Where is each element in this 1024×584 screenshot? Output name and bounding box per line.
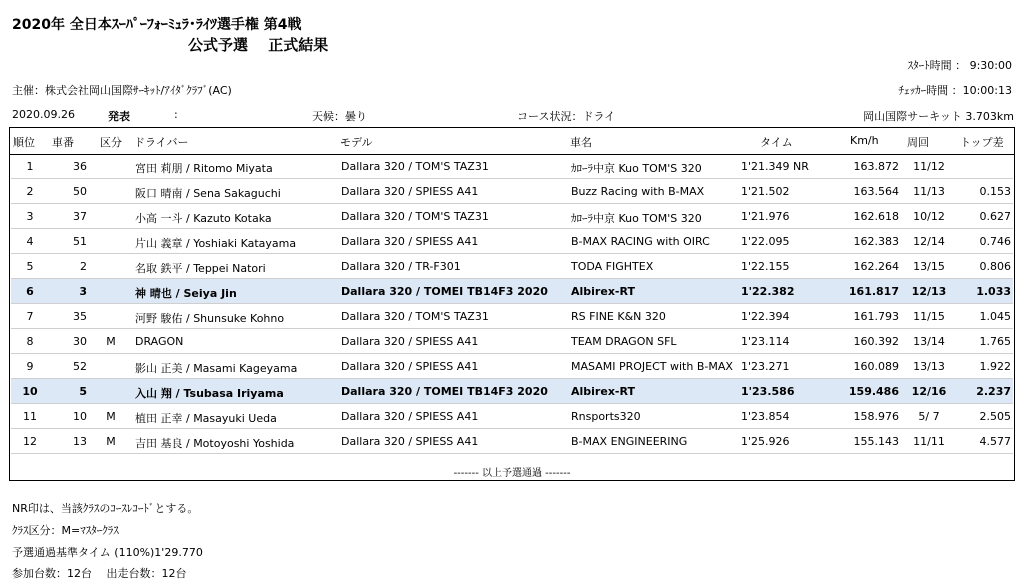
table-row [11, 179, 1013, 204]
cell-time: 1'23.854 [741, 410, 790, 423]
cell-driver: 河野 駿佑 / Shunsuke Kohno [135, 312, 285, 325]
cell-time: 1'22.095 [741, 235, 790, 248]
cell-car: Albirex-RT [571, 285, 635, 298]
cell-pos: 11 [23, 410, 37, 423]
cell-cls: M [106, 335, 116, 348]
cell-driver: 入山 翔 / Tsubasa Iriyama [135, 387, 284, 400]
cell-gap: 0.746 [979, 235, 1011, 248]
table-row [11, 254, 1013, 279]
cell-laps: 11/15 [913, 310, 945, 323]
cell-no: 30 [73, 335, 87, 348]
weather: 天候：曇り [312, 110, 367, 123]
meta-row [12, 108, 1014, 124]
cell-driver: 宮田 莉朋 / Ritomo Miyata [135, 162, 273, 175]
table-row [11, 404, 1013, 429]
cell-gap: 0.153 [979, 185, 1011, 198]
cell-pos: 12 [23, 435, 37, 448]
course-condition: コース状況：ドライ [517, 110, 616, 123]
cell-model: Dallara 320 / SPIESS A41 [341, 185, 479, 198]
table-row [11, 329, 1013, 354]
cell-laps: 13/14 [913, 335, 945, 348]
announce-label: 発表 [108, 110, 130, 123]
cell-time: 1'23.271 [741, 360, 790, 373]
cell-kmh: 163.564 [853, 185, 899, 198]
organizer: 主催：株式会社岡山国際ｻｰｷｯﾄ/ｱｲﾀﾞｸﾗﾌﾞ(AC) [12, 84, 232, 97]
cell-laps: 13/15 [913, 260, 945, 273]
cell-pos: 9 [26, 360, 34, 373]
circuit: 岡山国際サーキット 3.703km [863, 110, 1014, 123]
table-row [11, 204, 1013, 229]
event-title: 2020年 全日本ｽｰﾊﾟｰﾌｫｰﾐｭﾗ･ﾗｲﾂ選手権 第4戦 [12, 17, 302, 33]
cell-car: TODA FIGHTEX [571, 260, 654, 273]
cell-model: Dallara 320 / TOM'S TAZ31 [341, 210, 489, 223]
cell-driver: 小高 一斗 / Kazuto Kotaka [135, 212, 272, 225]
cell-kmh: 160.089 [853, 360, 899, 373]
cell-laps: 12/14 [913, 235, 945, 248]
cell-no: 2 [80, 260, 87, 273]
cell-no: 50 [73, 185, 87, 198]
cell-car: Albirex-RT [571, 385, 635, 398]
cell-car: ｶﾛｰﾗ中京 Kuo TOM'S 320 [571, 212, 702, 225]
cell-kmh: 159.486 [848, 385, 899, 398]
cell-time: 1'22.155 [741, 260, 790, 273]
cell-model: Dallara 320 / TOMEI TB14F3 2020 [341, 385, 548, 398]
qualified-marker: ------- 以上予選通過 ------- [453, 468, 571, 479]
cell-kmh: 163.872 [853, 160, 899, 173]
cell-time: 1'22.382 [741, 285, 795, 298]
cell-no: 10 [73, 410, 87, 423]
cell-laps: 13/13 [913, 360, 945, 373]
cell-car: ｶﾛｰﾗ中京 Kuo TOM'S 320 [571, 162, 702, 175]
col-laps: 周回 [907, 136, 929, 149]
cell-kmh: 162.264 [853, 260, 899, 273]
cell-gap: 2.237 [976, 385, 1011, 398]
cell-car: MASAMI PROJECT with B-MAX [571, 360, 733, 373]
cell-kmh: 160.392 [853, 335, 899, 348]
col-kmh: Km/h [850, 134, 879, 147]
cell-pos: 2 [26, 185, 34, 198]
cell-pos: 8 [26, 335, 34, 348]
note-qual-time: 予選通過基準タイム (110%)1'29.770 [12, 546, 203, 559]
cell-laps: 11/12 [913, 160, 945, 173]
cell-time: 1'22.394 [741, 310, 790, 323]
cell-cls: M [106, 410, 116, 423]
cell-pos: 1 [26, 160, 34, 173]
cell-pos: 4 [26, 235, 34, 248]
cell-driver: 神 晴也 / Seiya Jin [135, 287, 237, 300]
note-record: NR印は、当該ｸﾗｽのｺｰｽﾚｺｰﾄﾞとする。 [12, 502, 199, 515]
table-row [11, 379, 1013, 404]
cell-pos: 3 [26, 210, 34, 223]
col-class: 区分 [100, 136, 122, 149]
col-driver: ドライバー [134, 136, 189, 149]
cell-pos: 6 [26, 285, 34, 298]
table-row [11, 229, 1013, 254]
cell-kmh: 155.143 [853, 435, 899, 448]
note-entries: 参加台数：12台 出走台数：12台 [12, 567, 187, 580]
cell-driver: 阪口 晴南 / Sena Sakaguchi [135, 187, 281, 200]
cell-no: 13 [73, 435, 87, 448]
cell-driver: 植田 正幸 / Masayuki Ueda [135, 412, 277, 425]
table-row [11, 354, 1013, 379]
cell-no: 5 [79, 385, 87, 398]
cell-kmh: 158.976 [853, 410, 899, 423]
cell-car: RS FINE K&N 320 [571, 310, 666, 323]
cell-time: 1'21.976 [741, 210, 790, 223]
cell-no: 37 [73, 210, 87, 223]
cell-no: 3 [79, 285, 87, 298]
cell-car: B-MAX RACING with OIRC [571, 235, 710, 248]
cell-gap: 4.577 [979, 435, 1011, 448]
cell-model: Dallara 320 / TOM'S TAZ31 [341, 160, 489, 173]
cell-time: 1'23.114 [741, 335, 790, 348]
session-title: 公式予選 正式結果 [188, 36, 329, 54]
cell-laps: 12/13 [911, 285, 947, 298]
cell-driver: 片山 義章 / Yoshiaki Katayama [135, 237, 297, 250]
col-pos: 順位 [13, 136, 35, 149]
cell-model: Dallara 320 / SPIESS A41 [341, 410, 479, 423]
cell-car: Buzz Racing with B-MAX [571, 185, 705, 198]
table-row [11, 429, 1013, 454]
table-row [11, 154, 1013, 179]
cell-kmh: 162.383 [853, 235, 899, 248]
cell-pos: 7 [26, 310, 34, 323]
cell-model: Dallara 320 / SPIESS A41 [341, 360, 479, 373]
cell-time: 1'23.586 [741, 385, 795, 398]
cell-kmh: 161.817 [848, 285, 899, 298]
cell-gap: 1.765 [979, 335, 1011, 348]
start-time: ｽﾀｰﾄ時間 ： 9:30:00 [907, 59, 1012, 72]
cell-time: 1'21.349 NR [741, 160, 809, 173]
cell-driver: 名取 鉄平 / Teppei Natori [135, 262, 266, 275]
announce-colon: : [174, 108, 178, 121]
results-table [9, 127, 1015, 481]
cell-no: 36 [73, 160, 87, 173]
cell-gap: 1.922 [979, 360, 1011, 373]
cell-model: Dallara 320 / SPIESS A41 [341, 335, 479, 348]
cell-driver: 吉田 基良 / Motoyoshi Yoshida [135, 437, 295, 450]
cell-driver: 影山 正美 / Masami Kageyama [135, 362, 298, 375]
cell-no: 35 [73, 310, 87, 323]
cell-laps: 10/12 [913, 210, 945, 223]
col-model: モデル [340, 136, 373, 149]
cell-driver: DRAGON [135, 335, 184, 348]
cell-laps: 12/16 [911, 385, 947, 398]
note-class: ｸﾗｽ区分：M=ﾏｽﾀｰｸﾗｽ [12, 524, 119, 537]
col-no: 車番 [52, 136, 74, 149]
cell-gap: 2.505 [979, 410, 1011, 423]
col-time: タイム [760, 136, 793, 149]
cell-laps: 11/13 [913, 185, 945, 198]
table-header [10, 128, 1014, 155]
cell-kmh: 161.793 [853, 310, 899, 323]
col-car: 車名 [570, 136, 592, 149]
cell-time: 1'25.926 [741, 435, 790, 448]
cell-no: 52 [73, 360, 87, 373]
cell-model: Dallara 320 / TOM'S TAZ31 [341, 310, 489, 323]
cell-pos: 10 [22, 385, 38, 398]
cell-gap: 0.806 [979, 260, 1011, 273]
cell-time: 1'21.502 [741, 185, 790, 198]
cell-kmh: 162.618 [853, 210, 899, 223]
cell-cls: M [106, 435, 116, 448]
date: 2020.09.26 [12, 108, 75, 121]
cell-model: Dallara 320 / SPIESS A41 [341, 235, 479, 248]
cell-model: Dallara 320 / TR-F301 [341, 260, 461, 273]
col-gap: トップ差 [960, 136, 1004, 149]
table-row [11, 304, 1013, 329]
cell-laps: 11/11 [913, 435, 945, 448]
cell-pos: 5 [26, 260, 34, 273]
cell-model: Dallara 320 / TOMEI TB14F3 2020 [341, 285, 548, 298]
cell-gap: 1.033 [976, 285, 1011, 298]
cell-gap: 0.627 [979, 210, 1011, 223]
cell-gap: 1.045 [979, 310, 1011, 323]
cell-car: TEAM DRAGON SFL [571, 335, 677, 348]
table-row [11, 279, 1013, 304]
cell-no: 51 [73, 235, 87, 248]
cell-laps: 5/ 7 [918, 410, 940, 423]
cell-car: Rnsports320 [571, 410, 641, 423]
checker-time: ﾁｪｯｶｰ時間 ：10:00:13 [898, 84, 1012, 97]
cell-model: Dallara 320 / SPIESS A41 [341, 435, 479, 448]
cell-car: B-MAX ENGINEERING [571, 435, 688, 448]
